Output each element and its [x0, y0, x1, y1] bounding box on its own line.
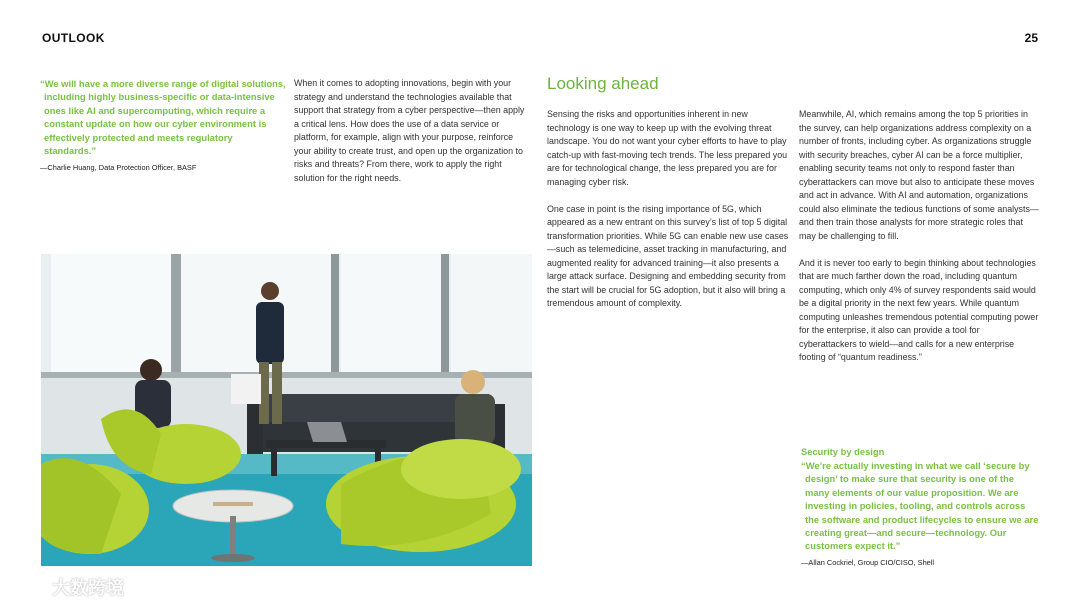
- watermark: 大数跨境: [52, 578, 124, 598]
- watermark-logo-icon: [8, 572, 48, 596]
- text-column-left: [547, 108, 789, 311]
- sidebar-title: Security by design: [801, 446, 885, 457]
- sidebar-attribution: —Allan Cockriel, Group CIO/CISO, Shell: [801, 558, 935, 567]
- office-meeting-photo: [41, 254, 532, 566]
- page-number: 25: [1024, 31, 1038, 45]
- paragraph: And it is never too early to begin thinking about technologies that are much farther down the road, including quantum computing, which only 4% of survey respondents said would be a digital priority in the next few years. While quantum computing unleashes tremendous potential computing power for the enterprise, it also can provide a tool for cyberattackers to wield—and calls for a new enterprise footing of “quantum readiness.”: [799, 257, 1039, 362]
- text-column-right: [799, 108, 1039, 365]
- sidebar-quote: “We’re actually investing in what we call ‘secure by design’ to make sure that security is one of the many elements of our value proposition. We are investing in policies, tooling, and controls across the software and product lifecycles to ensure we are creating great—and secure—technology. Our customers expect it.”: [801, 460, 1039, 552]
- quote-attribution: —Charlie Huang, Data Protection Officer, BASF: [40, 163, 197, 172]
- paragraph: One case in point is the rising importance of 5G, which appeared as a new entrant on this survey’s list of top 5 digital transformation priorities. While 5G can enable new use cases—such as telemedicine, asset tracking in manufacturing, and augmented reality for advanced training—it also presents a large attack surface. Designing and embedding security from the start will be crucial for 5G adoption, but it also will bring a tremendous amount of complexity.: [547, 203, 789, 308]
- pull-quote: “We will have a more diverse range of digital solutions, including highly business-specific or data-intensive ones like AI and supercomputing, which require a constant update on how our cyber environment is effectively protected and meets regulatory standards.”: [40, 78, 286, 157]
- intro-paragraph: When it comes to adopting innovations, begin with your strategy and understand the technologies available that support that strategy from a cyber perspective—then apply a critical lens. How does the use of a data service or platform, for example, align with your purpose, reinforce your ability to create trust, and open up the organization to risks and threats? From there, work to apply the right solution for the right needs.: [294, 78, 525, 183]
- paragraph: Sensing the risks and opportunities inherent in new technology is one way to keep up with the evolving threat landscape. You do not want your cyber efforts to have to play catch-up with fast-moving tech trends. The less prepared you are for technological change, the less prepared you are for managing cyber risk.: [547, 109, 788, 187]
- paragraph: Meanwhile, AI, which remains among the top 5 priorities in the survey, can help organizations address complexity on a number of fronts, including cyber. As organizations struggle with security breaches, cyber AI can be a force multiplier, enabling security teams not only to respond faster than cyberattackers can move but also to anticipate these moves and act in advance. With AI and automation, organizations could also eliminate the tedious functions of some analysts—and then train those analysts for more strategic roles that may be challenging to fill.: [799, 109, 1039, 241]
- section-heading: Looking ahead: [547, 74, 659, 93]
- section-label: OUTLOOK: [42, 31, 105, 45]
